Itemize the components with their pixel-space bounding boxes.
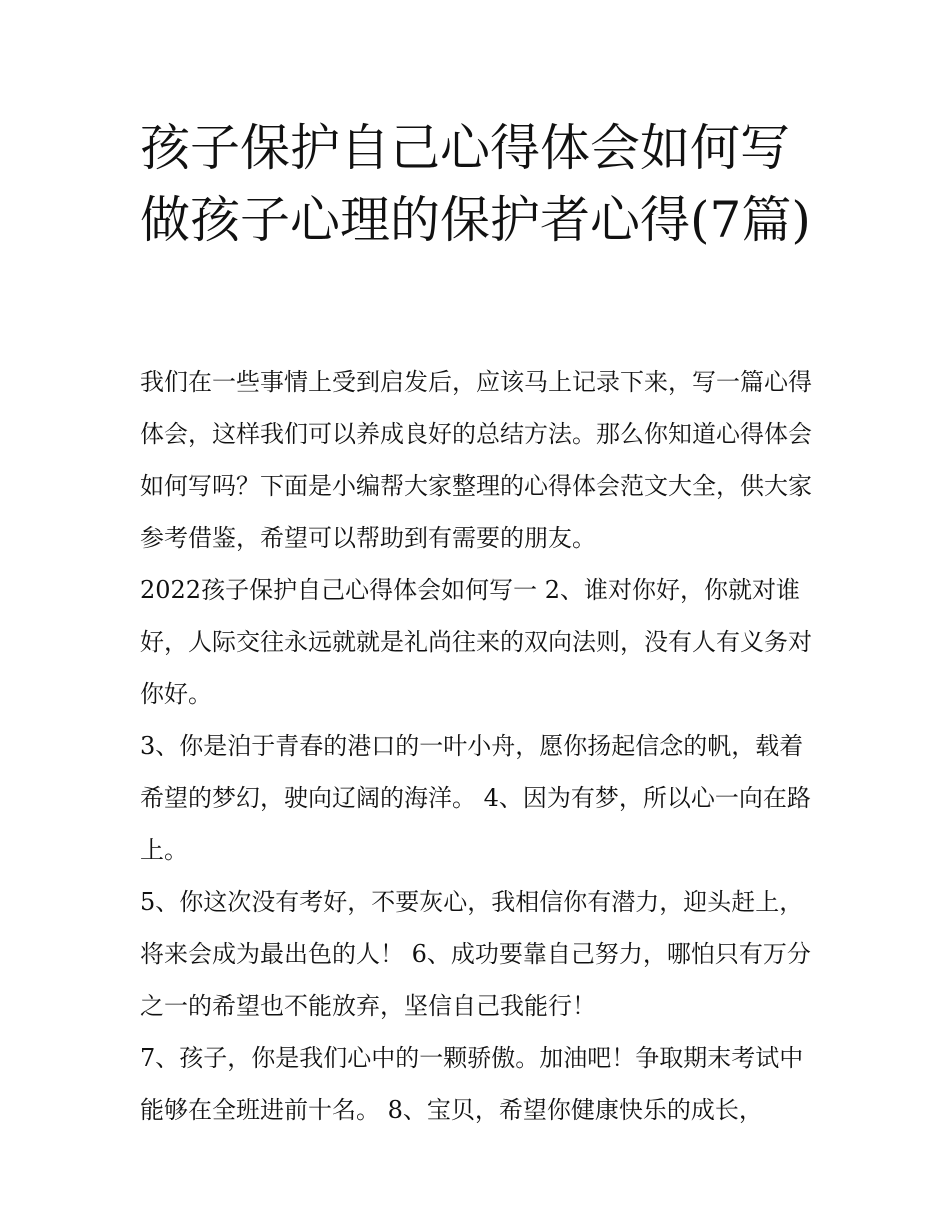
paragraph-4: 7、孩子，你是我们心中的一颗骄傲。加油吧！争取期末考试中能够在全班进前十名。 8、宝贝，希望你健康快乐的成长， bbox=[140, 1044, 804, 1124]
document-body bbox=[140, 356, 820, 1136]
paragraph-2: 3、你是泊于青春的港口的一叶小舟，愿你扬起信念的帆，载着希望的梦幻，驶向辽阔的海洋。 4、因为有梦，所以心一向在路上。 bbox=[140, 732, 811, 864]
paragraph-3: 5、你这次没有考好，不要灰心，我相信你有潜力，迎头赶上，将来会成为最出色的人！ 6、成功要靠自己努力，哪怕只有万分之一的希望也不能放弃，坚信自己我能行！ bbox=[140, 888, 811, 1020]
paragraph-1: 2022孩子保护自己心得体会如何写一 2、谁对你好，你就对谁好，人际交往永远就就是礼尚往来的双向法则，没有人有义务对你好。 bbox=[140, 576, 812, 708]
paragraph-intro: 我们在一些事情上受到启发后，应该马上记录下来，写一篇心得体会，这样我们可以养成良好的总结方法。那么你知道心得体会如何写吗？下面是小编帮大家整理的心得体会范文大全，供大家参考借鉴，希望可以帮助到有需要的朋友。 bbox=[140, 368, 812, 552]
page-title: 孩子保护自己心得体会如何写做孩子心理的保护者心得(7篇) bbox=[140, 119, 811, 249]
